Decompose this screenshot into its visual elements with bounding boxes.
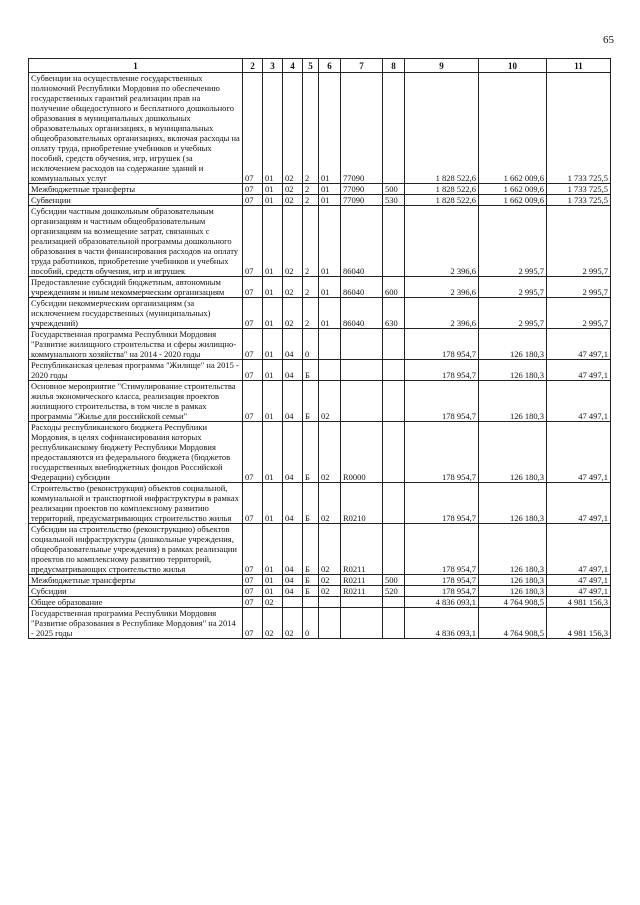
code-cell: 04 bbox=[283, 360, 303, 381]
code-cell: 01 bbox=[319, 277, 341, 298]
code-cell bbox=[319, 597, 341, 608]
code-cell: 02 bbox=[319, 575, 341, 586]
amount-cell: 47 497,1 bbox=[547, 381, 611, 422]
code-cell: 01 bbox=[263, 381, 283, 422]
amount-cell: 2 995,7 bbox=[479, 277, 547, 298]
code-cell: 07 bbox=[243, 381, 263, 422]
amount-cell: 2 995,7 bbox=[547, 206, 611, 277]
code-cell: 01 bbox=[263, 586, 283, 597]
column-header-1: 1 bbox=[29, 59, 243, 73]
code-cell: 01 bbox=[263, 298, 283, 329]
amount-cell: 47 497,1 bbox=[547, 524, 611, 575]
row-name-cell: Предоставление субсидий бюджетным, автономным учреждениям и иным некоммерческим организациям bbox=[29, 277, 243, 298]
amount-cell: 2 396,6 bbox=[405, 298, 479, 329]
code-cell bbox=[383, 360, 405, 381]
amount-cell: 1 828 522,6 bbox=[405, 184, 479, 195]
code-cell: 500 bbox=[383, 184, 405, 195]
code-cell bbox=[319, 360, 341, 381]
amount-cell: 47 497,1 bbox=[547, 483, 611, 524]
code-cell: 04 bbox=[283, 575, 303, 586]
code-cell: 01 bbox=[263, 73, 283, 184]
amount-cell: 1 662 009,6 bbox=[479, 73, 547, 184]
code-cell bbox=[283, 597, 303, 608]
code-cell: 01 bbox=[263, 575, 283, 586]
amount-cell: 1 828 522,6 bbox=[405, 73, 479, 184]
code-cell bbox=[383, 524, 405, 575]
column-header-8: 8 bbox=[383, 59, 405, 73]
code-cell: 01 bbox=[263, 329, 283, 360]
column-header-10: 10 bbox=[479, 59, 547, 73]
code-cell: 02 bbox=[319, 524, 341, 575]
amount-cell: 178 954,7 bbox=[405, 329, 479, 360]
code-cell: 2 bbox=[303, 206, 319, 277]
budget-table bbox=[28, 58, 611, 639]
code-cell: 07 bbox=[243, 524, 263, 575]
code-cell: 600 bbox=[383, 277, 405, 298]
row-name-cell: Расходы республиканского бюджета Республики Мордовия, в целях софинансирования которых республиканскому бюджету Республики Мордовия предоставляются из федерального бюджета (бюджетов государственных внебюджетных фондов Российской Федерации) субсидии bbox=[29, 422, 243, 483]
code-cell bbox=[383, 206, 405, 277]
column-header-7: 7 bbox=[341, 59, 383, 73]
column-header-5: 5 bbox=[303, 59, 319, 73]
table-row bbox=[29, 206, 611, 277]
code-cell: 02 bbox=[319, 586, 341, 597]
code-cell: 01 bbox=[263, 360, 283, 381]
code-cell bbox=[319, 608, 341, 639]
code-cell: 07 bbox=[243, 575, 263, 586]
table-row bbox=[29, 184, 611, 195]
code-cell bbox=[341, 608, 383, 639]
column-header-3: 3 bbox=[263, 59, 283, 73]
row-name-cell: Межбюджетные трансферты bbox=[29, 575, 243, 586]
code-cell: 86040 bbox=[341, 206, 383, 277]
code-cell: Б bbox=[303, 524, 319, 575]
code-cell: 07 bbox=[243, 73, 263, 184]
code-cell: 07 bbox=[243, 608, 263, 639]
amount-cell: 126 180,3 bbox=[479, 586, 547, 597]
code-cell: 07 bbox=[243, 277, 263, 298]
code-cell: 77090 bbox=[341, 73, 383, 184]
amount-cell: 47 497,1 bbox=[547, 329, 611, 360]
code-cell: 77090 bbox=[341, 184, 383, 195]
code-cell: 01 bbox=[319, 73, 341, 184]
code-cell: 02 bbox=[319, 422, 341, 483]
amount-cell: 1 662 009,6 bbox=[479, 184, 547, 195]
amount-cell: 4 836 093,1 bbox=[405, 597, 479, 608]
code-cell bbox=[319, 329, 341, 360]
row-name-cell: Основное мероприятие "Стимулирование строительства жилья экономического класса, реализация проектов жилищного строительства, в том числе в рамках программы "Жилье для российской семьи" bbox=[29, 381, 243, 422]
code-cell: 02 bbox=[283, 73, 303, 184]
amount-cell: 2 995,7 bbox=[547, 277, 611, 298]
code-cell: 02 bbox=[319, 381, 341, 422]
row-name-cell: Субсидии bbox=[29, 586, 243, 597]
amount-cell: 4 836 093,1 bbox=[405, 608, 479, 639]
code-cell: 04 bbox=[283, 586, 303, 597]
table-row bbox=[29, 483, 611, 524]
code-cell bbox=[341, 329, 383, 360]
amount-cell: 4 764 908,5 bbox=[479, 597, 547, 608]
page-number: 65 bbox=[603, 34, 614, 46]
row-name-cell: Государственная программа Республики Мордовия "Развитие жилищного строительства и сферы жилищно-коммунального хозяйства" на 2014 - 2020 годы bbox=[29, 329, 243, 360]
amount-cell: 1 733 725,5 bbox=[547, 195, 611, 206]
code-cell: Б bbox=[303, 360, 319, 381]
amount-cell: 178 954,7 bbox=[405, 422, 479, 483]
code-cell: 02 bbox=[283, 184, 303, 195]
amount-cell: 47 497,1 bbox=[547, 422, 611, 483]
row-name-cell: Субсидии на строительство (реконструкцию) объектов социальной инфраструктуры (дошкольные учреждения, общеобразовательные учреждения) в рамках реализации проектов по комплексному развитию территорий, предусматривающих строительство жилья bbox=[29, 524, 243, 575]
code-cell: 01 bbox=[263, 184, 283, 195]
code-cell bbox=[383, 73, 405, 184]
row-name-cell: Субвенции bbox=[29, 195, 243, 206]
row-name-cell: Республиканская целевая программа "Жилище" на 2015 - 2020 годы bbox=[29, 360, 243, 381]
code-cell: 2 bbox=[303, 195, 319, 206]
code-cell bbox=[303, 597, 319, 608]
code-cell: 520 bbox=[383, 586, 405, 597]
code-cell: Б bbox=[303, 381, 319, 422]
code-cell: 2 bbox=[303, 73, 319, 184]
table-row bbox=[29, 195, 611, 206]
amount-cell: 4 981 156,3 bbox=[547, 597, 611, 608]
code-cell: 04 bbox=[283, 422, 303, 483]
amount-cell: 126 180,3 bbox=[479, 381, 547, 422]
code-cell: 01 bbox=[263, 524, 283, 575]
row-name-cell: Субсидии некоммерческим организациям (за исключением государственных (муниципальных) учреждений) bbox=[29, 298, 243, 329]
amount-cell: 1 733 725,5 bbox=[547, 73, 611, 184]
code-cell: 02 bbox=[263, 608, 283, 639]
code-cell: 04 bbox=[283, 329, 303, 360]
table-row bbox=[29, 360, 611, 381]
table-header-row bbox=[29, 59, 611, 73]
row-name-cell: Строительство (реконструкция) объектов социальной, коммунальной и транспортной инфраструктуры в рамках реализации проектов по комплексному развитию территорий, предусматривающих строительство жилья bbox=[29, 483, 243, 524]
amount-cell: 1 733 725,5 bbox=[547, 184, 611, 195]
code-cell: R0211 bbox=[341, 586, 383, 597]
column-header-6: 6 bbox=[319, 59, 341, 73]
column-header-9: 9 bbox=[405, 59, 479, 73]
code-cell: 04 bbox=[283, 524, 303, 575]
code-cell: R0211 bbox=[341, 575, 383, 586]
amount-cell: 47 497,1 bbox=[547, 586, 611, 597]
table-row bbox=[29, 73, 611, 184]
code-cell bbox=[383, 483, 405, 524]
amount-cell: 2 995,7 bbox=[479, 298, 547, 329]
amount-cell: 2 396,6 bbox=[405, 206, 479, 277]
amount-cell: 178 954,7 bbox=[405, 360, 479, 381]
code-cell: R0211 bbox=[341, 524, 383, 575]
amount-cell: 126 180,3 bbox=[479, 483, 547, 524]
table-row bbox=[29, 298, 611, 329]
table-row bbox=[29, 422, 611, 483]
code-cell: 01 bbox=[263, 277, 283, 298]
code-cell: Б bbox=[303, 483, 319, 524]
amount-cell: 126 180,3 bbox=[479, 360, 547, 381]
amount-cell: 1 828 522,6 bbox=[405, 195, 479, 206]
code-cell: R0210 bbox=[341, 483, 383, 524]
code-cell: 630 bbox=[383, 298, 405, 329]
code-cell: 02 bbox=[283, 277, 303, 298]
table-row bbox=[29, 586, 611, 597]
table-row bbox=[29, 277, 611, 298]
code-cell: 07 bbox=[243, 586, 263, 597]
code-cell bbox=[383, 422, 405, 483]
code-cell: 02 bbox=[283, 298, 303, 329]
code-cell: 0 bbox=[303, 608, 319, 639]
code-cell: 01 bbox=[319, 298, 341, 329]
code-cell: 530 bbox=[383, 195, 405, 206]
table-row bbox=[29, 597, 611, 608]
row-name-cell: Государственная программа Республики Мордовия "Развитие образования в Республике Мордовия" на 2014 - 2025 годы bbox=[29, 608, 243, 639]
amount-cell: 178 954,7 bbox=[405, 483, 479, 524]
code-cell: 02 bbox=[263, 597, 283, 608]
amount-cell: 47 497,1 bbox=[547, 575, 611, 586]
table-row bbox=[29, 381, 611, 422]
code-cell: 01 bbox=[263, 483, 283, 524]
code-cell: 07 bbox=[243, 597, 263, 608]
code-cell: 01 bbox=[263, 195, 283, 206]
code-cell: 02 bbox=[319, 483, 341, 524]
code-cell: 07 bbox=[243, 195, 263, 206]
code-cell: 04 bbox=[283, 483, 303, 524]
amount-cell: 178 954,7 bbox=[405, 586, 479, 597]
row-name-cell: Межбюджетные трансферты bbox=[29, 184, 243, 195]
table-row bbox=[29, 575, 611, 586]
code-cell: 07 bbox=[243, 184, 263, 195]
code-cell: 77090 bbox=[341, 195, 383, 206]
amount-cell: 4 764 908,5 bbox=[479, 608, 547, 639]
code-cell: 07 bbox=[243, 298, 263, 329]
code-cell: Б bbox=[303, 422, 319, 483]
row-name-cell: Субвенции на осуществление государственных полномочий Республики Мордовия по обеспечению государственных гарантий реализации прав на получение общедоступного и бесплатного дошкольного образования в муниципальных дошкольных образовательных организациях, в муниципальных общеобразовательных организациях, включая расходы на оплату труда, приобретение учебников и учебных пособий, средств обучения, игр, игрушек (за исключением расходов на содержание зданий и коммунальных услуг bbox=[29, 73, 243, 184]
table-row bbox=[29, 329, 611, 360]
code-cell: 01 bbox=[263, 206, 283, 277]
amount-cell: 2 995,7 bbox=[547, 298, 611, 329]
code-cell: 2 bbox=[303, 298, 319, 329]
amount-cell: 2 396,6 bbox=[405, 277, 479, 298]
row-name-cell: Субсидии частным дошкольным образовательным организациям и частным общеобразовательным организациям на возмещение затрат, связанных с реализацией образовательной программы дошкольного образования в части финансирования расходов на оплату труда работников, приобретение учебников и учебных пособий, средств обучения, игр и игрушек bbox=[29, 206, 243, 277]
code-cell bbox=[341, 381, 383, 422]
code-cell bbox=[341, 360, 383, 381]
code-cell: 07 bbox=[243, 206, 263, 277]
code-cell: 01 bbox=[319, 206, 341, 277]
amount-cell: 178 954,7 bbox=[405, 524, 479, 575]
code-cell: 86040 bbox=[341, 277, 383, 298]
code-cell: 04 bbox=[283, 381, 303, 422]
row-name-cell: Общее образование bbox=[29, 597, 243, 608]
code-cell: 01 bbox=[319, 195, 341, 206]
code-cell: 02 bbox=[283, 206, 303, 277]
code-cell bbox=[383, 597, 405, 608]
amount-cell: 1 662 009,6 bbox=[479, 195, 547, 206]
amount-cell: 126 180,3 bbox=[479, 329, 547, 360]
code-cell: Б bbox=[303, 575, 319, 586]
code-cell: 01 bbox=[319, 184, 341, 195]
code-cell: 02 bbox=[283, 608, 303, 639]
amount-cell: 4 981 156,3 bbox=[547, 608, 611, 639]
column-header-2: 2 bbox=[243, 59, 263, 73]
code-cell: 0 bbox=[303, 329, 319, 360]
column-header-11: 11 bbox=[547, 59, 611, 73]
code-cell bbox=[383, 381, 405, 422]
amount-cell: 2 995,7 bbox=[479, 206, 547, 277]
table-body bbox=[29, 73, 611, 639]
amount-cell: 178 954,7 bbox=[405, 381, 479, 422]
code-cell: 07 bbox=[243, 422, 263, 483]
table-row bbox=[29, 608, 611, 639]
table-row bbox=[29, 524, 611, 575]
code-cell bbox=[341, 597, 383, 608]
code-cell: 07 bbox=[243, 483, 263, 524]
code-cell: R0000 bbox=[341, 422, 383, 483]
code-cell bbox=[383, 329, 405, 360]
column-header-4: 4 bbox=[283, 59, 303, 73]
amount-cell: 47 497,1 bbox=[547, 360, 611, 381]
code-cell bbox=[383, 608, 405, 639]
code-cell: 07 bbox=[243, 329, 263, 360]
code-cell: 500 bbox=[383, 575, 405, 586]
code-cell: 2 bbox=[303, 184, 319, 195]
amount-cell: 126 180,3 bbox=[479, 422, 547, 483]
code-cell: Б bbox=[303, 586, 319, 597]
amount-cell: 126 180,3 bbox=[479, 575, 547, 586]
code-cell: 02 bbox=[283, 195, 303, 206]
amount-cell: 126 180,3 bbox=[479, 524, 547, 575]
amount-cell: 178 954,7 bbox=[405, 575, 479, 586]
code-cell: 2 bbox=[303, 277, 319, 298]
code-cell: 01 bbox=[263, 422, 283, 483]
code-cell: 07 bbox=[243, 360, 263, 381]
code-cell: 86040 bbox=[341, 298, 383, 329]
